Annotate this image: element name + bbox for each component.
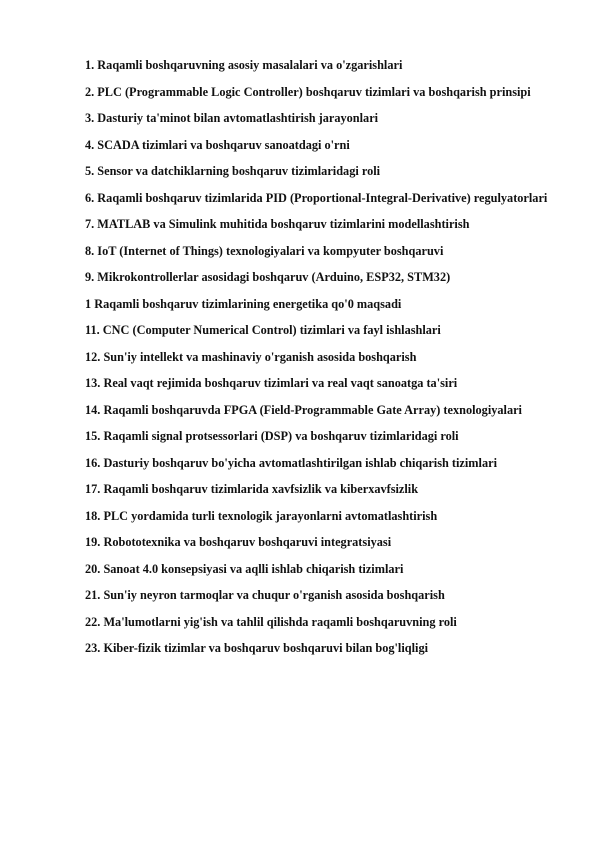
topic-item-16: 16. Dasturiy boshqaruv bo'yicha avtomatlashtirilgan ishlab chiqarish tizimlari	[85, 455, 497, 470]
topic-item-2: 2. PLC (Programmable Logic Controller) boshqaruv tizimlari va boshqarish prinsipi	[85, 84, 531, 99]
topic-item-17: 17. Raqamli boshqaruv tizimlarida xavfsizlik va kiberxavfsizlik	[85, 482, 419, 496]
topic-item-23: 23. Kiber-fizik tizimlar va boshqaruv boshqaruvi bilan bog'liqligi	[85, 641, 429, 655]
topic-item-8: 8. IoT (Internet of Things) texnologiyalari va kompyuter boshqaruvi	[85, 243, 444, 258]
topic-item-20: 20. Sanoat 4.0 konsepsiyasi va aqlli ishlab chiqarish tizimlari	[85, 561, 404, 576]
topic-item-18: 18. PLC yordamida turli texnologik jarayonlarni avtomatlashtirish	[85, 508, 438, 523]
topic-item-10: 1 Raqamli boshqaruv tizimlarining energetika qo'0 maqsadi	[85, 296, 402, 311]
topic-item-6: 6. Raqamli boshqaruv tizimlarida PID (Proportional-Integral-Derivative) regulyatorlari	[85, 190, 548, 205]
topic-item-14: 14. Raqamli boshqaruvda FPGA (Field-Programmable Gate Array) texnologiyalari	[85, 402, 522, 417]
topic-item-5: 5. Sensor va datchiklarning boshqaruv tizimlaridagi roli	[85, 164, 381, 178]
topic-item-12: 12. Sun'iy intellekt va mashinaviy o'rganish asosida boshqarish	[85, 349, 417, 364]
topic-item-9: 9. Mikrokontrollerlar asosidagi boshqaruv (Arduino, ESP32, STM32)	[85, 270, 451, 284]
topic-item-15: 15. Raqamli signal protsessorlari (DSP) va boshqaruv tizimlaridagi roli	[85, 429, 459, 443]
topic-item-21: 21. Sun'iy neyron tarmoqlar va chuqur o'rganish asosida boshqarish	[85, 588, 445, 602]
topic-item-13: 13. Real vaqt rejimida boshqaruv tizimlari va real vaqt sanoatga ta'siri	[85, 376, 458, 390]
topic-item-19: 19. Robototexnika va boshqaruv boshqaruvi integratsiyasi	[85, 535, 392, 549]
topic-item-1: 1. Raqamli boshqaruvning asosiy masalalari va o'zgarishlari	[85, 58, 403, 72]
topic-item-11: 11. CNC (Computer Numerical Control) tizimlari va fayl ishlashlari	[85, 323, 441, 337]
topic-item-7: 7. MATLAB va Simulink muhitida boshqaruv tizimlarini modellashtirish	[85, 217, 470, 231]
topic-item-3: 3. Dasturiy ta'minot bilan avtomatlashtirish jarayonlari	[85, 111, 379, 125]
topic-item-22: 22. Ma'lumotlarni yig'ish va tahlil qilishda raqamli boshqaruvning roli	[85, 614, 457, 629]
topic-list	[85, 58, 555, 668]
topic-item-4: 4. SCADA tizimlari va boshqaruv sanoatdagi o'rni	[85, 137, 350, 152]
